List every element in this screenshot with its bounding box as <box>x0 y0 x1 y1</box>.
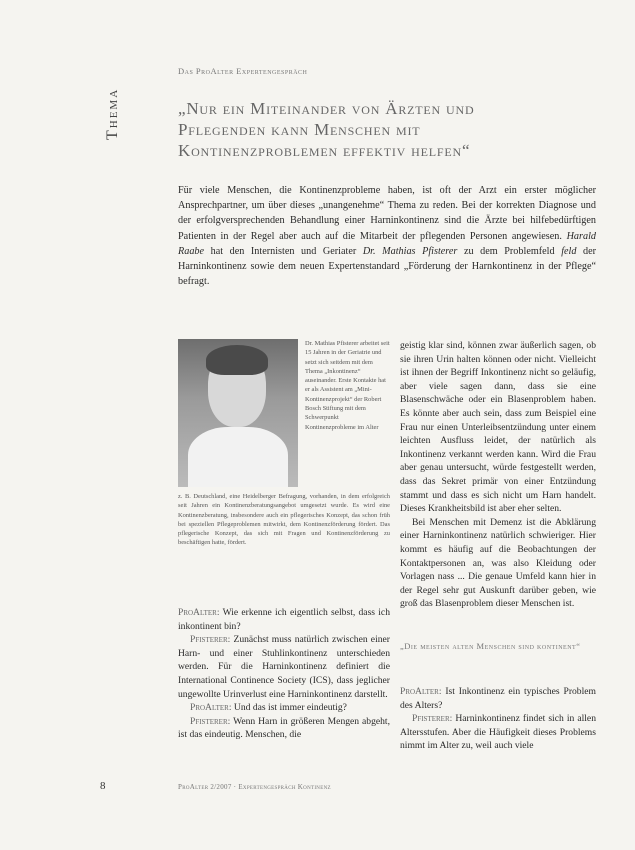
answer-text: Wenn Harn in größeren Mengen abgeht, ist das eindeutig. Menschen, die <box>178 715 390 741</box>
intro-text-3: zu dem Problemfeld <box>463 245 555 257</box>
portrait-photo <box>178 339 298 487</box>
photo-caption: Dr. Mathias Pfisterer arbeitet seit 15 Jahren in der Geriatrie und setzt sich seitdem mit dem Thema „Inkontinenz“ auseinander. Erste Kontakte hat er als Assistent am „Mini-Kontinenzprojekt“ der Robert Bosch Stiftung mit dem Schwerpunkt Kontinenzprobleme im Alter <box>305 340 390 431</box>
article-intro: Für viele Menschen, die Kontinenzprobleme haben, ist oft der Arzt ein erster möglicher Ansprechpartner, um über dieses „unangenehme“ Thema zu reden. Bei der korrekten Diagnose und der erfolgversprechenden Behandlung einer Harninkontinenz sind die Ärzte bei hilfebedürftigen Patienten in der Regel aber auch auf die Mitarbeit der pflegenden Personen angewiesen. Harald Raabe hat den Internisten und Geriater Dr. Mathias Pfisterer zu dem Problemfeld feld der Harninkontinenz sowie dem neuen Expertenstandard „Förderung der Harnkontinenz in der Pflege“ befragt. <box>178 185 597 288</box>
photo-caption-continued: z. B. Deutschland, eine Heidelberger Befragung, vorhanden, in dem erfolgreich seit Jahren ein Kontinenzberatungsangebot umgesetzt wurde. Es wird eine Kontinenzberatung, insbesondere auch ein pflegerisches Konzept, das schon früh bei speziellen Pflegeproblemen mitwirkt, dem Kontinenzförderung fördert. Das pflegerische Konzept, das sich mit Fragen und Kontinenzförderung zu beschäftigen hatte, fördert. <box>178 493 390 547</box>
speaker-label: ProAlter: <box>400 686 442 697</box>
intro-text-4: der Harninkontinenz sowie dem neuen Expertenstandard „Förderung der Harnkontinenz in der Pflege“ befragt. <box>178 245 597 288</box>
answer-text: Harninkontinenz findet sich in allen Altersstufen. Aber die Häufigkeit dieses Problems nimmt im Alter zu, weil auch viele <box>400 713 596 752</box>
paragraph: geistig klar sind, können zwar äußerlich sagen, ob sie ihren Urin halten können oder nicht. Vielleicht ist ihnen der Begriff Inkontinenz nicht so geläufig, aber viele sagen dann, dass sie eine Blasenschwäche oder ein Blasenproblem haben. Es könnte aber auch sein, dass zum Beispiel eine Frau nur einen Unterleibsentzündung unter einem leichten Ausfluss leidet, der natürlich als Inkontinenz verkannt werden kann. Wird die Frau aber genau untersucht, würde festgestellt werden, dass das Sekret primär von einer Entzündung stammt und dass es sich nicht um Harn handelt. Dieses Krankheitsbild ist aber eher selten. <box>400 340 596 515</box>
speaker-label: Pfisterer: <box>190 715 231 727</box>
section-label: Thema <box>104 87 121 140</box>
paragraph: Bei Menschen mit Demenz ist die Abklärung einer Harninkontinenz natürlich schwieriger. Hier kommt es häufig auf die Beobachtungen der Kontaktpersonen an, was also Kleidung oder Vorlagen nass ... Die genaue Umfeld kann hier in der Regel sehr gut Auskunft darüber geben, wie groß das Blasenproblem dieser Menschen ist. <box>400 516 596 610</box>
left-column-qa <box>178 606 390 742</box>
answer-text: Zunächst muss natürlich zwischen einer Harn- und einer Stuhlinkontinenz unterschieden werden. Für die Harninkontinenz definiert die International Continence Society (ICS), dass jeglicher ungewollte Urinverlust eine Harninkontinenz darstellt. <box>178 634 390 700</box>
speaker-label: Pfisterer: <box>190 634 231 646</box>
question-text: Ist Inkontinenz ein typisches Problem des Alters? <box>400 686 596 711</box>
page-footer: ProAlter 2/2007 · Expertengespräch Kontinenz <box>178 783 331 791</box>
right-column-qa <box>400 685 596 753</box>
question-text: Und das ist immer eindeutig? <box>233 702 347 714</box>
right-column-text <box>400 339 596 611</box>
speaker-label: Pfisterer: <box>412 713 453 725</box>
article-kicker: Das ProAlter Expertengespräch <box>178 66 308 76</box>
article-headline: „Nur ein Miteinander von Ärzten und Pflegenden kann Menschen mit Kontinenzproblemen effektiv helfen“ <box>178 99 475 160</box>
speaker-label: ProAlter: <box>190 702 232 714</box>
section-subhead: „Die meisten alten Menschen sind kontinent“ <box>400 641 581 651</box>
question-text: Wie erkenne ich eigentlich selbst, dass ich inkontinent bin? <box>178 607 390 632</box>
intro-text-1: Für viele Menschen, die Kontinenzprobleme haben, ist oft der Arzt ein erster möglicher Ansprechpartner, um über dieses „unangenehme“ Thema zu reden. Bei der korrekten Diagnose und der erfolgversprechenden Behandlung einer Harninkontinenz sind die Ärzte bei hilfebedürftigen Patienten in der Regel aber auch auf die Mitarbeit der pflegenden Personen angewiesen. <box>178 185 596 242</box>
speaker-label: ProAlter: <box>178 607 220 618</box>
interviewee-name: Dr. Mathias Pfisterer <box>362 245 458 257</box>
page-number: 8 <box>100 780 106 792</box>
intro-text-2: hat den Internisten und Geriater <box>210 245 357 257</box>
interviewer-name: Harald Raabe <box>178 230 596 257</box>
